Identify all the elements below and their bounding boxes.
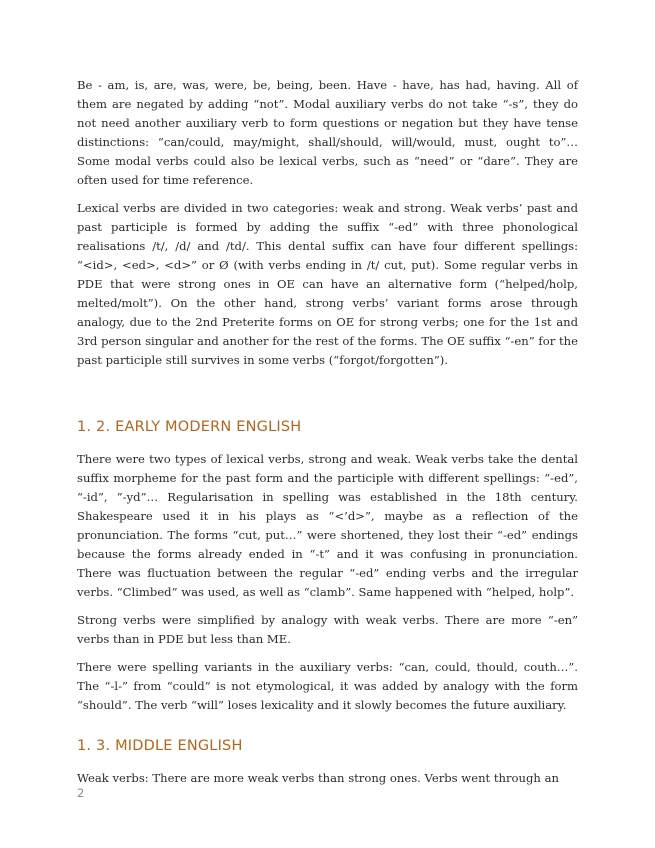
section-gap bbox=[77, 724, 578, 736]
page-content bbox=[77, 76, 578, 797]
middle-english-paragraph-1: Weak verbs: There are more weak verbs than strong ones. Verbs went through an bbox=[77, 771, 559, 785]
intro-paragraph-1: Be - am, is, are, was, were, be, being, been. Have - have, has had, having. All of them are negated by adding “not”. Modal auxiliary verbs do not take “-s”, they do not need another auxiliary verb to form questions or negation but they have tense distinctions: “can/could, may/might, shall/should, will/would, must, ought to”… Some modal verbs could also be lexical verbs, such as “need” or “dare”. They are often used for time reference. bbox=[77, 78, 578, 187]
early-modern-paragraph-1: There were two types of lexical verbs, strong and weak. Weak verbs take the dental suffix morpheme for the past form and the participle with different spellings: “-ed”, “-id”, ”-yd”… Regularisation in spelling was established in the 18th century. Shakespeare used it in his plays as “<’d>”, maybe as a reflection of the pronunciation. The forms “cut, put…” were shortened, they lost their “-ed” endings because the forms already ended in “-t” and it was confusing in pronunciation. There was fluctuation between the regular “-ed” ending verbs and the irregular verbs. “Climbed” was used, as well as “clamb”. Same happened with “helped, holp”. bbox=[77, 452, 578, 599]
heading-early-modern-english: 1. 2. EARLY MODERN ENGLISH bbox=[77, 419, 302, 435]
intro-paragraph-2: Lexical verbs are divided in two categories: weak and strong. Weak verbs’ past and past participle is formed by adding the suffix “-ed” with three phonological realisations /t/, /d/ and /td/. This dental suffix can have four different spellings: “<id>, <ed>, <d>” or Ø (with verbs ending in /t/ cut, put). Some regular verbs in PDE that were strong ones in OE can have an alternative form (“helped/holp, melted/molt”). On the other hand, strong verbs’ variant forms arose through analogy, due to the 2nd Preterite forms on OE for strong verbs; one for the 1st and 3rd person singular and another for the rest of the forms. The OE suffix “-en” for the past participle still survives in some verbs (“forgot/forgotten”). bbox=[77, 201, 578, 367]
early-modern-paragraph-3: There were spelling variants in the auxiliary verbs: “can, could, thould, couth…”. The “-l-” from “could” is not etymological, it was added by analogy with the form “should”. The verb “will” loses lexicality and it slowly becomes the future auxiliary. bbox=[77, 660, 578, 712]
section-gap bbox=[77, 379, 578, 417]
heading-middle-english: 1. 3. MIDDLE ENGLISH bbox=[77, 738, 243, 754]
page-number: 2 bbox=[77, 786, 85, 800]
early-modern-paragraph-2: Strong verbs were simplified by analogy with weak verbs. There are more “-en” verbs than in PDE but less than ME. bbox=[77, 613, 578, 646]
